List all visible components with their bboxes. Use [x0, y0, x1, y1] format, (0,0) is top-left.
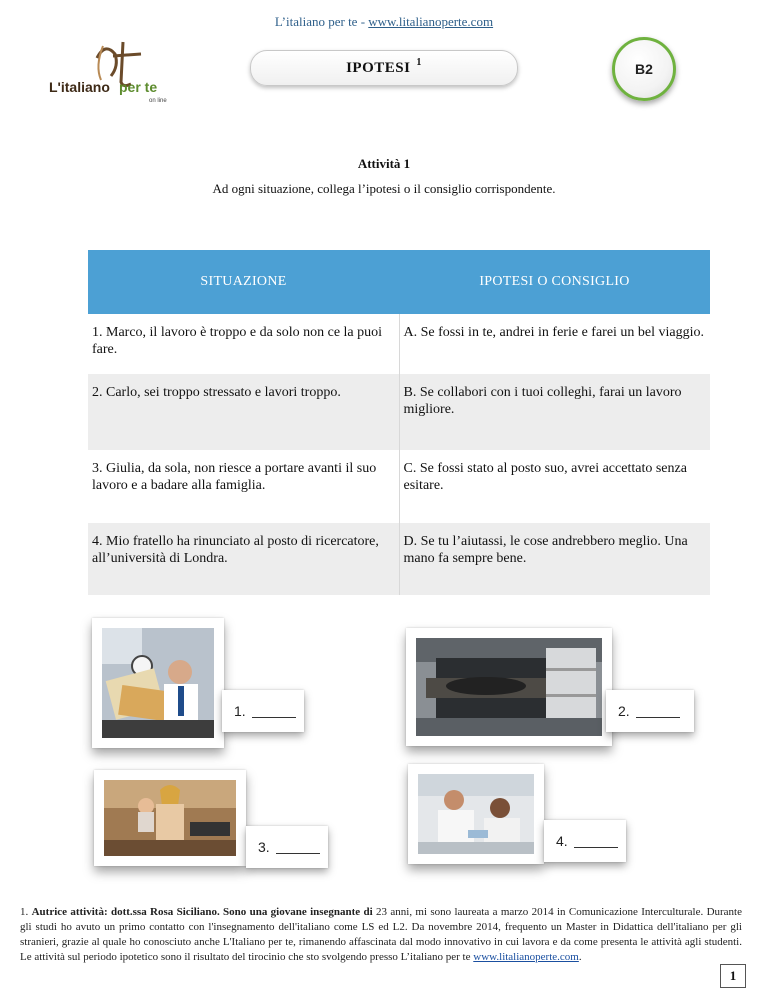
footnote-link[interactable]: www.litalianoperte.com — [473, 951, 579, 963]
hypothesis-cell: A. Se fossi in te, andrei in ferie e farei un bel viaggio. — [399, 314, 710, 374]
photo-drawer-sleeper — [416, 638, 602, 736]
photo-number-4: 4. — [556, 833, 568, 849]
photo-number-2: 2. — [618, 703, 630, 719]
page-title: IPOTESI — [346, 59, 411, 76]
site-link[interactable]: www.litalianoperte.com — [368, 14, 494, 29]
footnote-author: Autrice attività: dott.ssa Rosa Siciliano. Sono una giovane insegnante di — [31, 906, 373, 918]
author-footnote — [20, 905, 742, 965]
matching-table — [88, 250, 710, 595]
photo-stressed-worker — [102, 628, 214, 738]
svg-text:per te: per te — [119, 79, 158, 95]
site-logo — [45, 36, 175, 106]
answer-blank-4[interactable] — [574, 835, 618, 848]
photo-label-1 — [222, 690, 304, 732]
title-footnote-mark: 1 — [416, 56, 422, 68]
situation-cell: 2. Carlo, sei troppo stressato e lavori troppo. — [88, 374, 399, 450]
answer-blank-3[interactable] — [276, 841, 320, 854]
photo-label-4 — [544, 820, 626, 862]
table-row — [88, 314, 710, 374]
photo-researchers-lab — [418, 774, 534, 854]
photo-card-1 — [92, 618, 224, 748]
table-row — [88, 450, 710, 523]
table-row — [88, 523, 710, 595]
hypothesis-cell: D. Se tu l’aiutassi, le cose andrebbero meglio. Una mano fa sempre bene. — [399, 523, 710, 595]
answer-blank-2[interactable] — [636, 705, 680, 718]
page-number: 1 — [720, 964, 746, 988]
situation-cell: 4. Mio fratello ha rinunciato al posto di ricercatore, all’università di Londra. — [88, 523, 399, 595]
activity-instructions: Ad ogni situazione, collega l’ipotesi o il consiglio corrispondente. — [212, 181, 556, 196]
situation-cell: 3. Giulia, da sola, non riesce a portare avanti il suo lavoro e a badare alla famiglia. — [88, 450, 399, 523]
activity-title: Attività 1 — [357, 156, 411, 171]
site-name: L’italiano per te - — [274, 14, 369, 29]
photo-number-3: 3. — [258, 839, 270, 855]
title-pill — [250, 50, 518, 86]
header-situation: SITUAZIONE — [88, 250, 399, 314]
hypothesis-cell: B. Se collabori con i tuoi colleghi, farai un lavoro migliore. — [399, 374, 710, 450]
logo-graphic — [45, 36, 175, 106]
footnote-end: . — [578, 951, 582, 963]
situation-cell: 1. Marco, il lavoro è troppo e da solo non ce la puoi fare. — [88, 314, 399, 374]
photo-number-1: 1. — [234, 703, 246, 719]
svg-text:on line: on line — [149, 98, 167, 104]
photo-card-3 — [94, 770, 246, 866]
photo-mother-cooking — [104, 780, 236, 856]
table-row — [88, 374, 710, 450]
table-header-row — [88, 250, 710, 314]
page-header — [0, 14, 768, 30]
footnote-text: 23 anni, mi sono laureata a marzo 2014 in Comunicazione Interculturale. Durante gli studi ho avuto un primo contatto con l'insegnamento dell'italiano come LS ed L2. Da novembre 2014, frequento un Master in Didattica dell'italiano per gli stranieri, grazie al quale ho conosciuto anche L'Italiano per te, rimanendo affascinata dal modo innovativo in cui lavora e da come presenta le attività agli studenti. Le attività sul periodo ipotetico sono il risultato del tirocinio che sto svolgendo presso L’italiano per te — [20, 906, 742, 963]
footnote-mark: 1. — [20, 906, 32, 918]
header-hypothesis: IPOTESI O CONSIGLIO — [399, 250, 710, 314]
hypothesis-cell: C. Se fossi stato al posto suo, avrei accettato senza esitare. — [399, 450, 710, 523]
photo-card-2 — [406, 628, 612, 746]
photo-card-4 — [408, 764, 544, 864]
svg-text:L'italiano: L'italiano — [49, 79, 110, 95]
photo-label-3 — [246, 826, 328, 868]
photo-label-2 — [606, 690, 694, 732]
answer-blank-1[interactable] — [252, 705, 296, 718]
level-badge: B2 — [612, 37, 676, 101]
